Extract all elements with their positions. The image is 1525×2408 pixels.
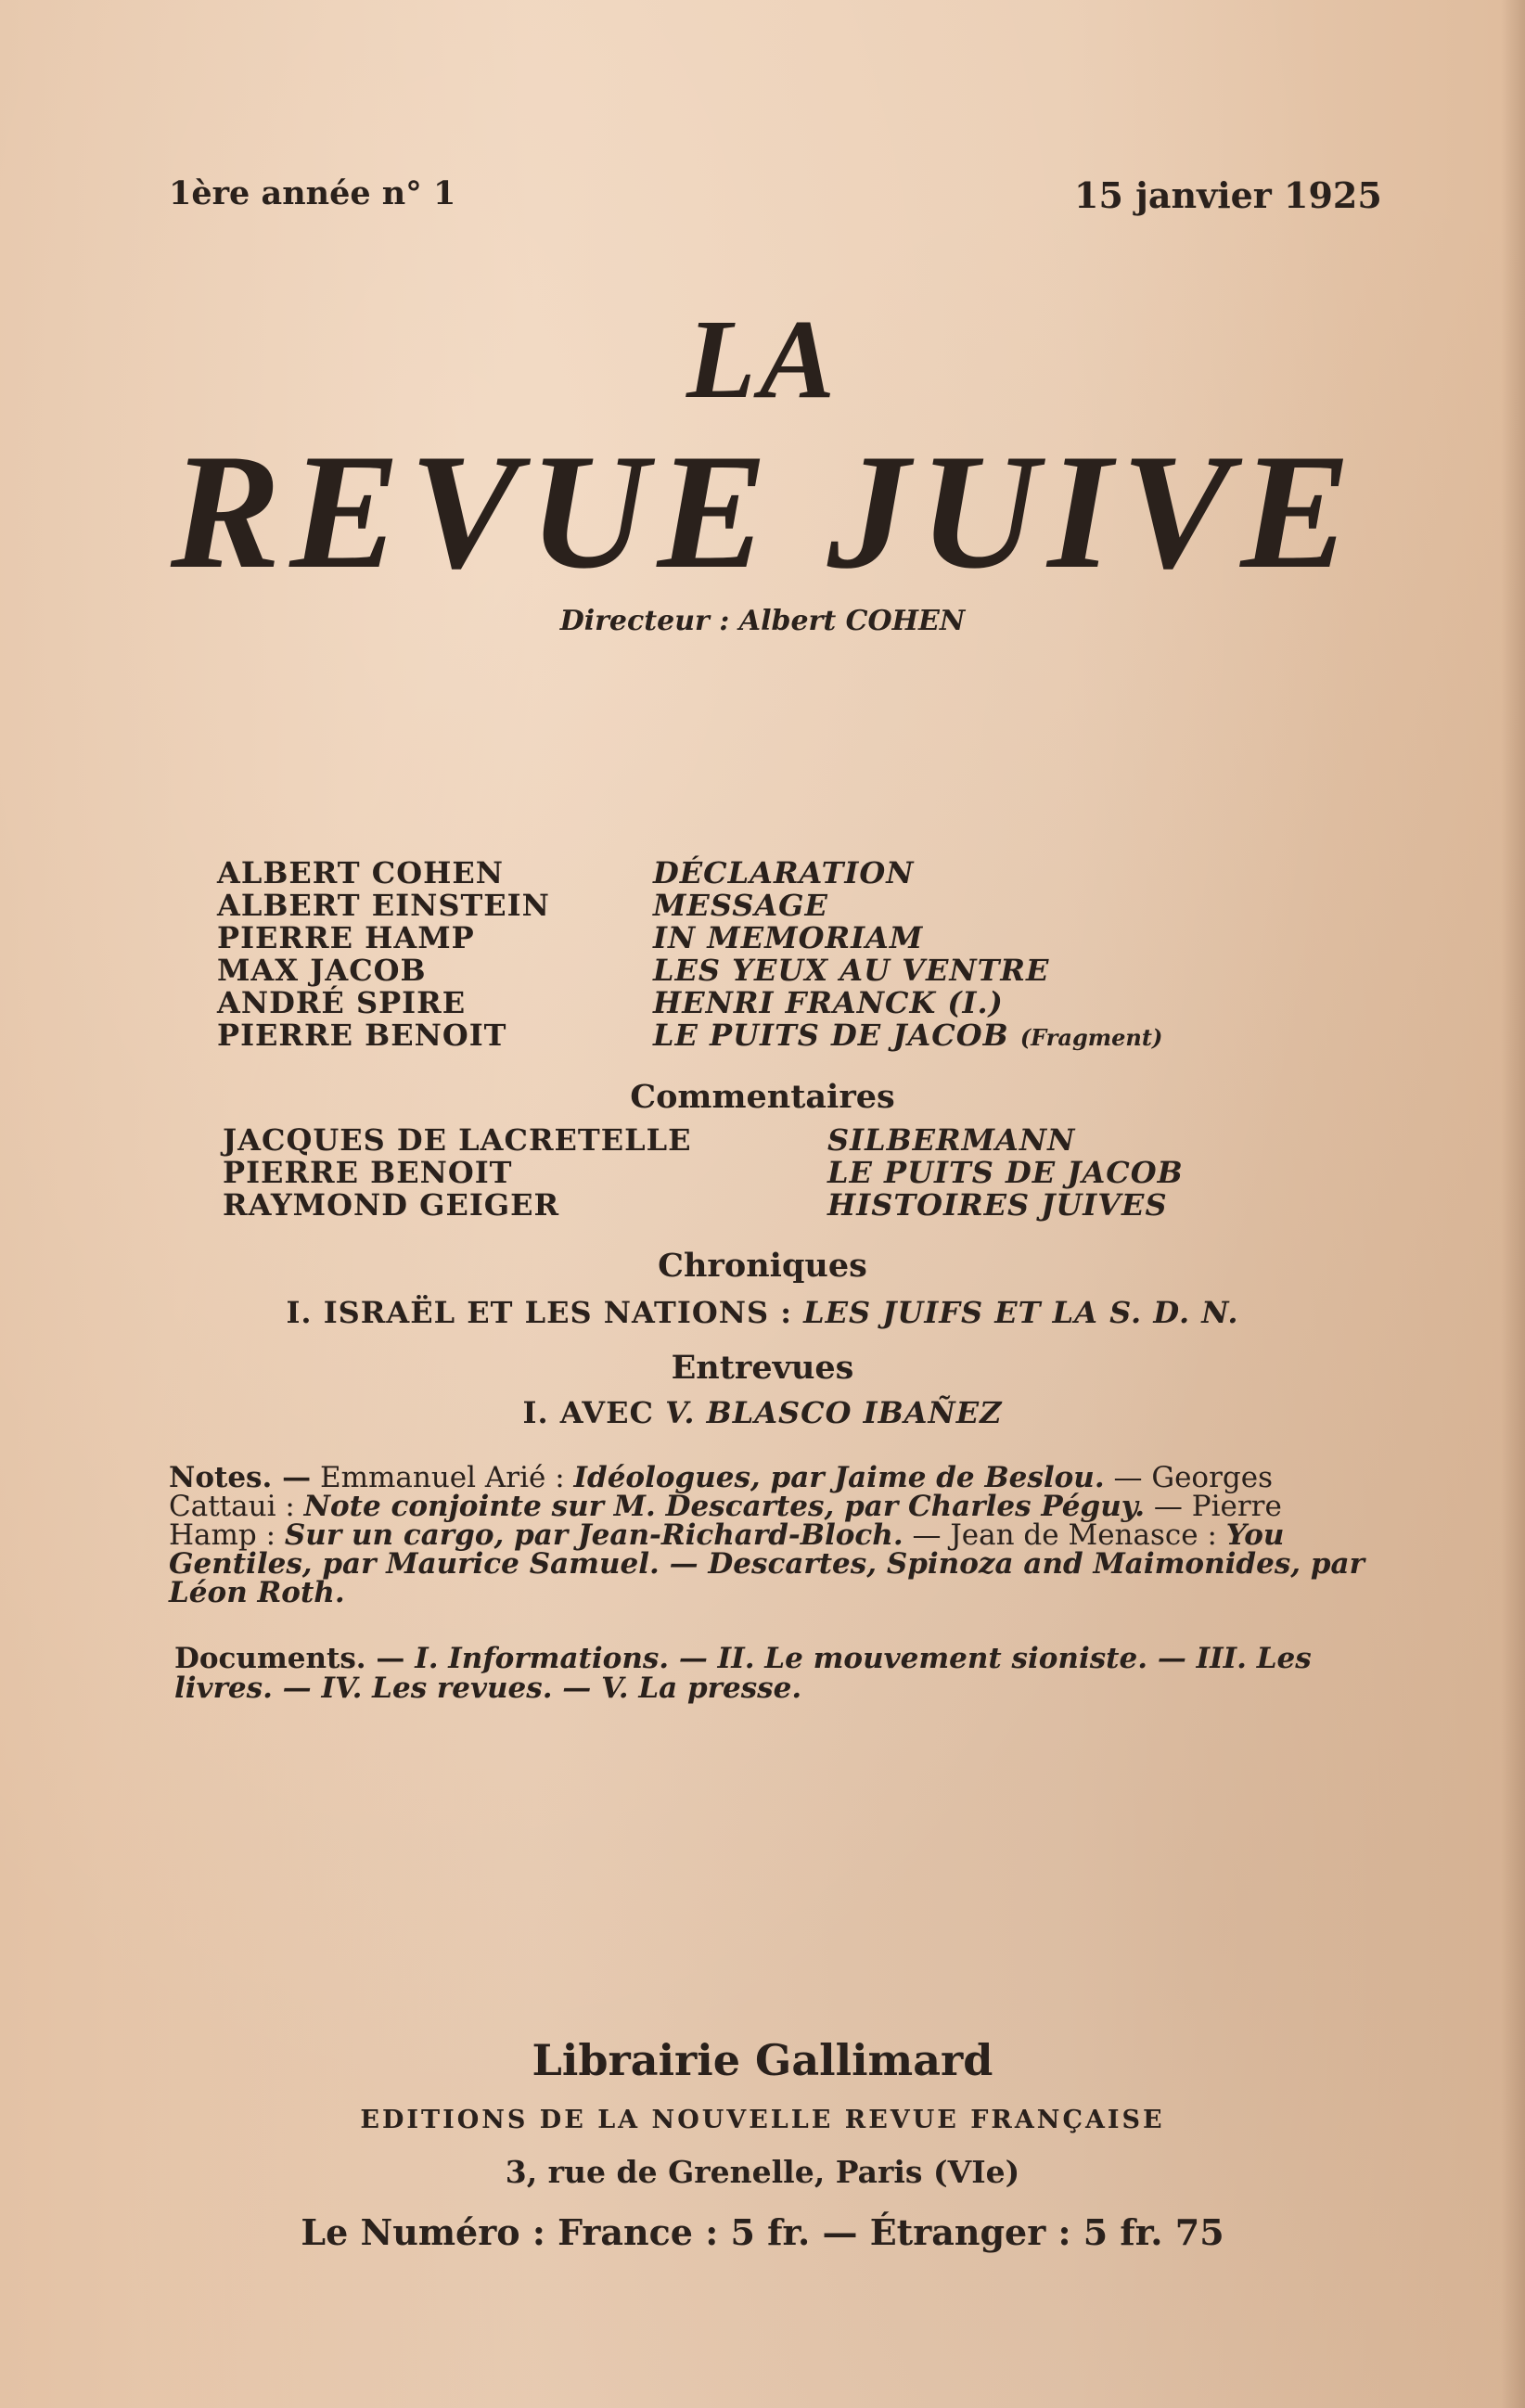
price-line: Le Numéro : France : 5 fr. — Étranger : 5 fr. 75	[301, 2211, 1224, 2253]
notes-title: You Gentiles, par Maurice Samuel. — Descartes, Spinoza and Maimonides, par Léon Roth.	[169, 1518, 1365, 1609]
publisher-name: Librairie Gallimard	[532, 2035, 993, 2085]
commentaire-author: PIERRE BENOIT	[223, 1155, 513, 1190]
commentaire-author: JACQUES DE LACRETELLE	[223, 1122, 692, 1158]
entrevues-label: I. AVEC	[522, 1395, 654, 1430]
chroniques-heading: Chroniques	[658, 1247, 867, 1285]
fragment-note: (Fragment)	[1019, 1024, 1163, 1051]
entrevues-line	[0, 1395, 1525, 1430]
publisher-address: 3, rue de Grenelle, Paris (VIe)	[505, 2154, 1020, 2190]
contents-title-row	[653, 1019, 1162, 1054]
title-line-2: REVUE JUIVE	[170, 419, 1361, 603]
contents-author: PIERRE BENOIT	[217, 1018, 507, 1053]
notes-title: Sur un cargo, par Jean-Richard-Bloch.	[284, 1518, 903, 1552]
issue-date: 15 janvier 1925	[1074, 174, 1382, 216]
contents-author: ANDRÉ SPIRE	[217, 985, 467, 1020]
commentaires-titles	[827, 1124, 1184, 1222]
commentaire-title: HISTOIRES JUIVES	[827, 1187, 1168, 1223]
chroniques-line	[0, 1295, 1525, 1330]
title-line-1: LA	[686, 297, 839, 422]
contents-authors	[217, 857, 550, 1052]
contents-title: HENRI FRANCK (I.)	[653, 985, 1004, 1020]
notes-paragraph	[169, 1461, 1365, 1609]
commentaires-authors	[223, 1124, 692, 1222]
notes-label: Notes. —	[169, 1461, 312, 1494]
contents-author: PIERRE HAMP	[217, 920, 475, 955]
notes-author: — Pierre Hamp :	[169, 1490, 1282, 1552]
contents-title: DÉCLARATION	[653, 855, 915, 890]
contents-titles	[653, 857, 1162, 1054]
commentaire-title: SILBERMANN	[827, 1122, 1076, 1158]
chroniques-label: I. ISRAËL ET LES NATIONS :	[286, 1295, 792, 1330]
chroniques-title: LES JUIFS ET LA S. D. N.	[803, 1295, 1239, 1330]
entrevues-title: V. BLASCO IBAÑEZ	[665, 1395, 1003, 1430]
documents-paragraph	[174, 1644, 1371, 1703]
commentaire-author: RAYMOND GEIGER	[223, 1187, 560, 1223]
notes-author: — Jean de Menasce :	[903, 1518, 1226, 1552]
issue-number: 1ère année n° 1	[169, 174, 456, 212]
contents-author: ALBERT COHEN	[217, 855, 504, 890]
documents-text: I. Informations. — II. Le mouvement sioniste. — III. Les livres. — IV. Les revues. — V. La presse.	[174, 1642, 1312, 1705]
notes-author: — Georges Cattaui :	[169, 1461, 1274, 1523]
director-line: Directeur : Albert COHEN	[559, 605, 966, 637]
entrevues-heading: Entrevues	[671, 1349, 854, 1387]
contents-author: ALBERT EINSTEIN	[217, 888, 550, 923]
contents-title: LES YEUX AU VENTRE	[653, 953, 1050, 988]
contents-author: MAX JACOB	[217, 953, 427, 988]
contents-title: MESSAGE	[653, 888, 828, 923]
documents-label: Documents. —	[174, 1642, 416, 1675]
notes-author: Emmanuel Arié :	[311, 1461, 574, 1494]
editions-line: EDITIONS DE LA NOUVELLE REVUE FRANÇAISE	[360, 2106, 1165, 2134]
notes-title: Idéologues, par Jaime de Beslou.	[573, 1461, 1105, 1494]
contents-title: IN MEMORIAM	[653, 920, 924, 955]
commentaires-heading: Commentaires	[630, 1078, 895, 1116]
commentaire-title: LE PUITS DE JACOB	[827, 1155, 1184, 1190]
contents-title: LE PUITS DE JACOB	[653, 1018, 1009, 1053]
notes-title: Note conjointe sur M. Descartes, par Charles Péguy.	[303, 1490, 1145, 1523]
